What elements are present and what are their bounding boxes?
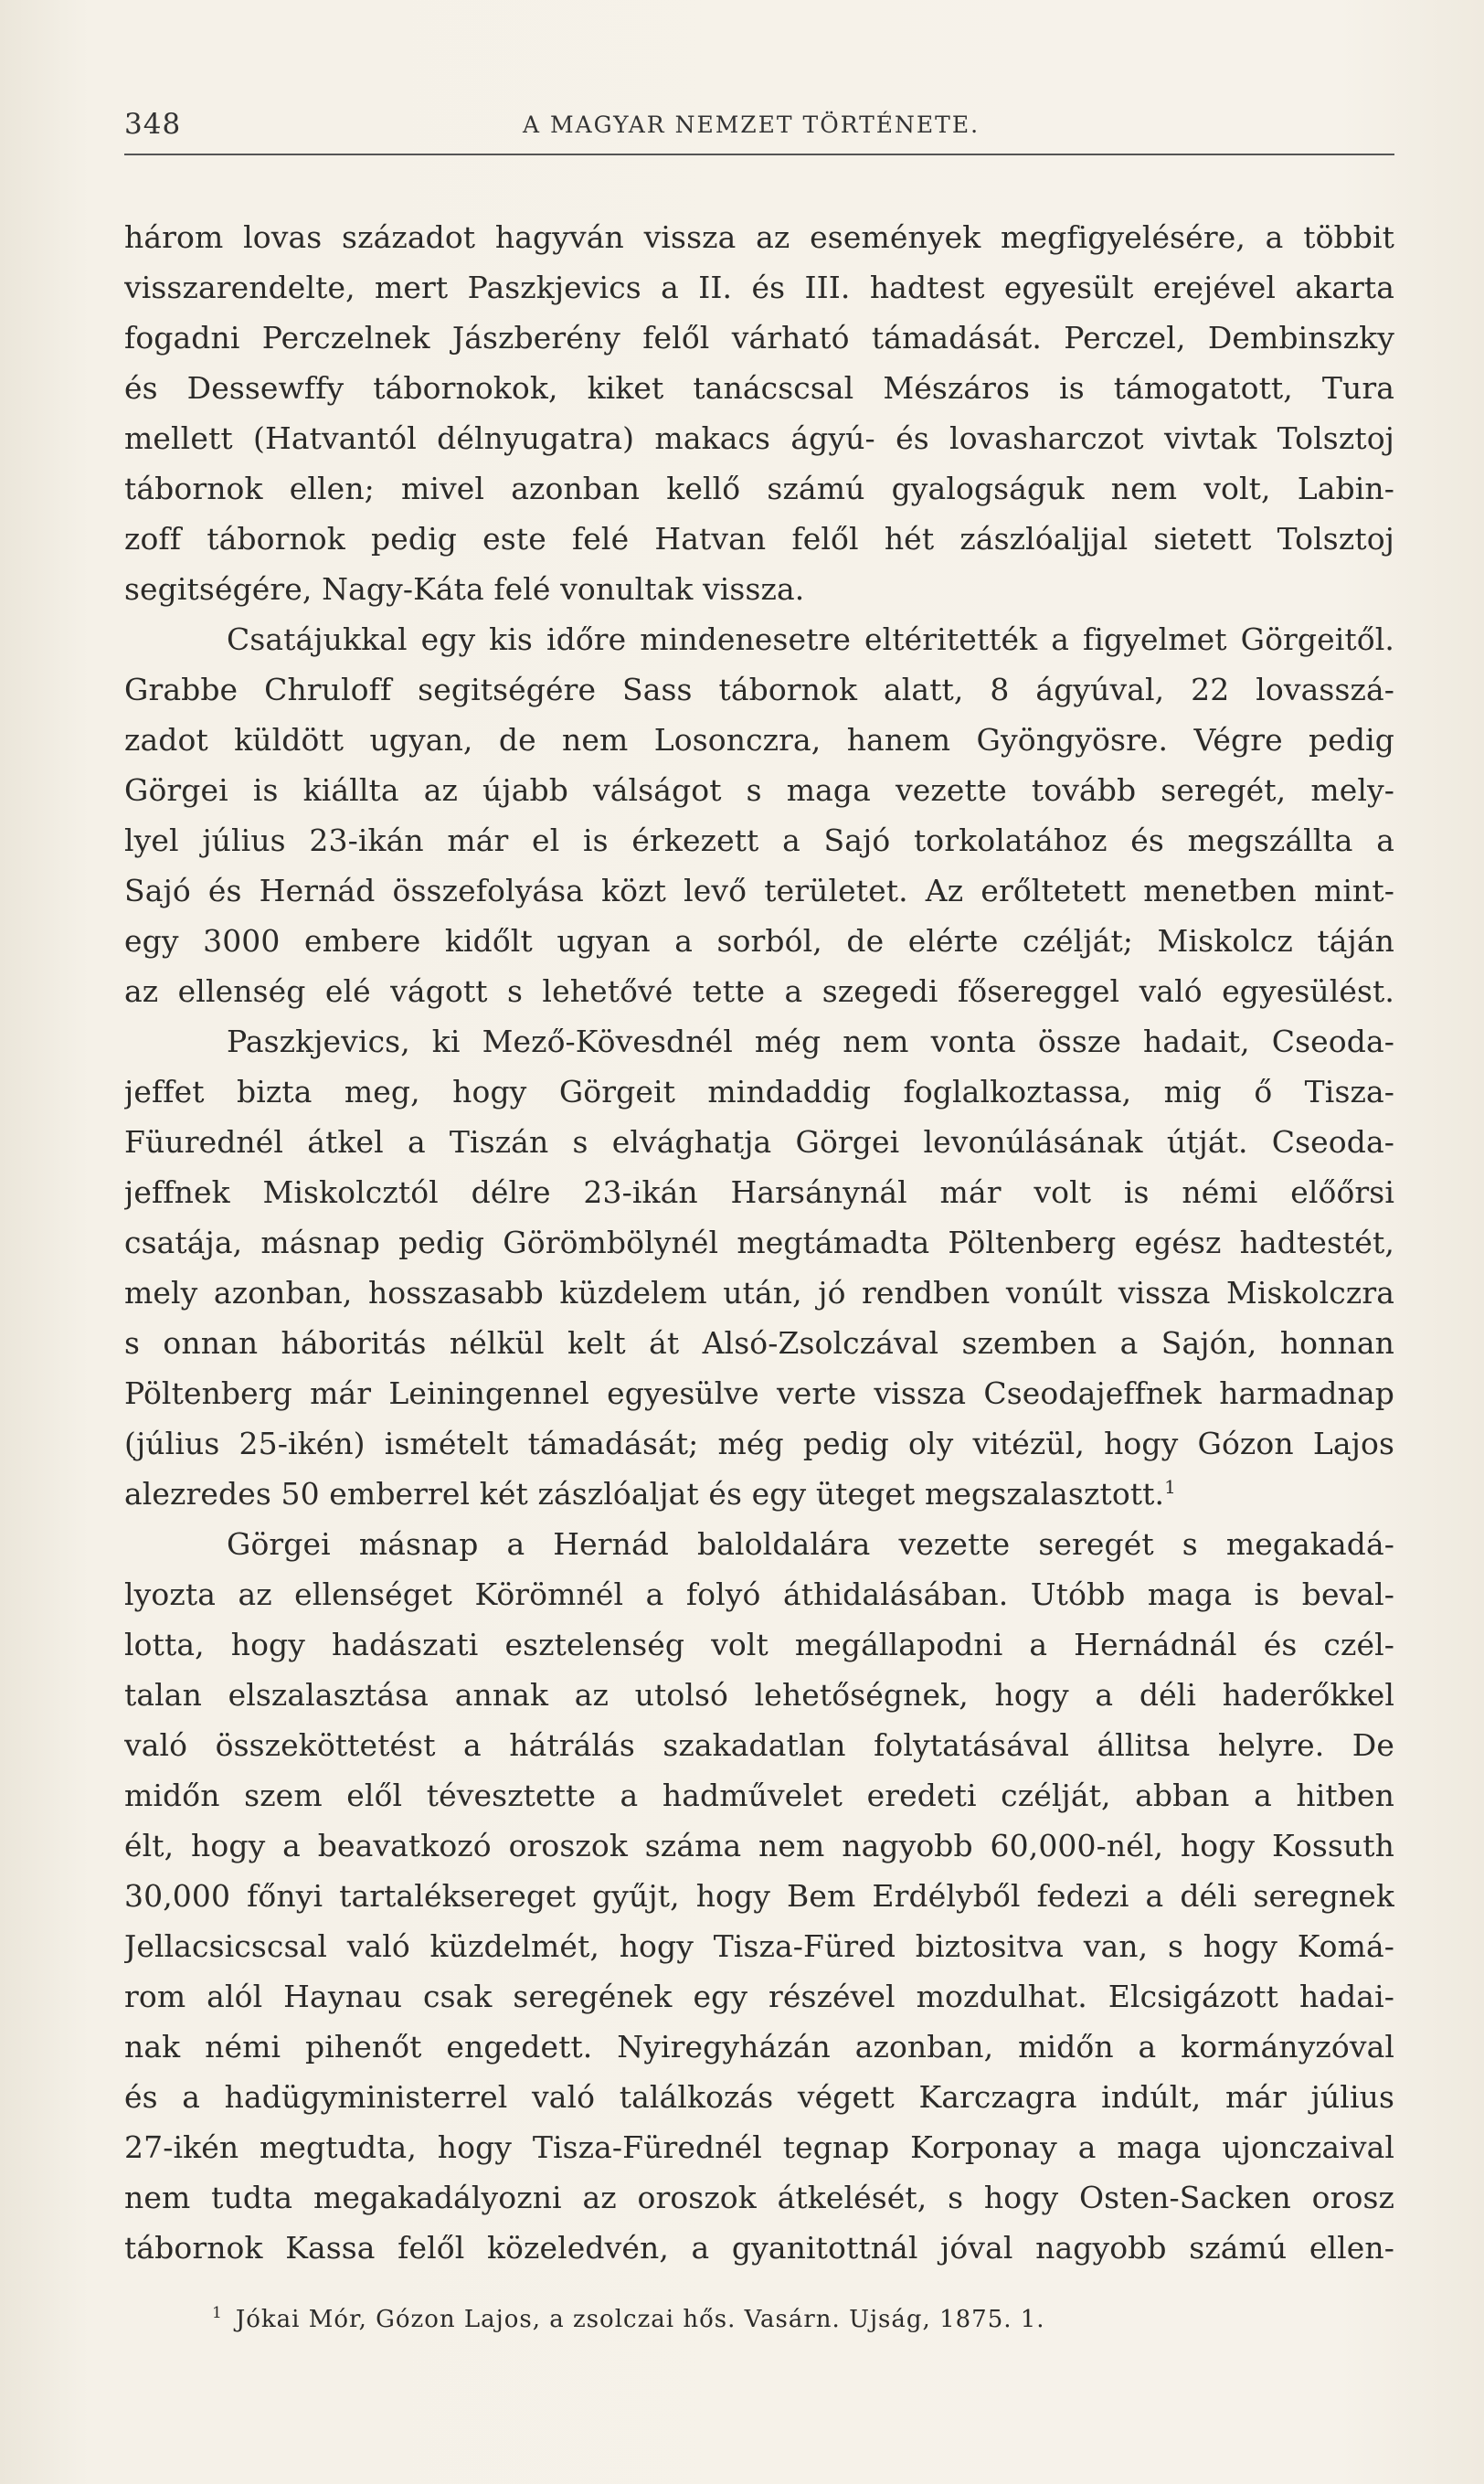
text-line: (július 25-ikén) ismételt támadását; még pedig oly vitézül, hogy Gózon Lajos (124, 1426, 1394, 1461)
text-line: jeffnek Miskolcztól délre 23-ikán Harsánynál már volt is némi előőrsi (124, 1174, 1394, 1210)
paragraph-start: Görgei másnap a Hernád baloldalára vezette seregét s megakadá- (227, 1526, 1394, 1562)
text-line: és Dessewffy tábornokok, kiket tanácscsal Mészáros is támogatott, Tura (124, 370, 1394, 406)
text-line: Görgei is kiállta az újabb válságot s maga vezette tovább seregét, mely- (124, 772, 1394, 808)
text-line: élt, hogy a beavatkozó oroszok száma nem nagyobb 60,000-nél, hogy Kossuth (124, 1828, 1394, 1863)
text-line: lotta, hogy hadászati esztelenség volt megállapodni a Hernádnál és czél- (124, 1627, 1394, 1662)
text-line: három lovas századot hagyván vissza az események megfigyelésére, a többit (124, 219, 1394, 255)
page-number: 348 (124, 108, 182, 141)
footnote (212, 2301, 1309, 2338)
text-line: lyozta az ellenséget Körömnél a folyó áthidalásában. Utóbb maga is beval- (124, 1576, 1394, 1612)
text-line: és a hadügyministerrel való találkozás végett Karczagra indúlt, már július (124, 2079, 1394, 2115)
footnote-reference[interactable]: 1 (1164, 1476, 1176, 1498)
text-line: mellett (Hatvantól délnyugatra) makacs ágyú- és lovasharczot vivtak Tolsztoj (124, 420, 1394, 456)
text-line (124, 1469, 1394, 1519)
text-line: nak némi pihenőt engedett. Nyiregyházán azonban, midőn a kormányzóval (124, 2029, 1394, 2065)
running-title: A MAGYAR NEMZET TÖRTÉNETE. (523, 111, 980, 138)
footnote-mark: 1 (212, 2304, 223, 2323)
text-line: 30,000 főnyi tartaléksereget gyűjt, hogy Bem Erdélyből fedezi a déli seregnek (124, 1878, 1394, 1914)
text-line: zadot küldött ugyan, de nem Losonczra, hanem Gyöngyösre. Végre pedig (124, 722, 1394, 758)
text-line: tábornok Kassa felől közeledvén, a gyanitottnál jóval nagyobb számú ellen- (124, 2230, 1394, 2266)
text-line: való összeköttetést a hátrálás szakadatlan folytatásával állitsa helyre. De (124, 1727, 1394, 1763)
text-line: s onnan háboritás nélkül kelt át Alsó-Zsolczával szemben a Sajón, honnan (124, 1325, 1394, 1361)
header-rule (124, 154, 1394, 155)
page-header (124, 108, 1385, 144)
text-line: tábornok ellen; mivel azonban kellő számú gyalogságuk nem volt, Labin- (124, 471, 1394, 506)
text-line: az ellenség elé vágott s lehetővé tette a szegedi fősereggel való egyesülést. (124, 973, 1394, 1009)
text-line: Sajó és Hernád összefolyása közt levő területet. Az erőltetett menetben mint- (124, 873, 1394, 908)
text-line: Jellacsicscsal való küzdelmét, hogy Tisza-Füred biztositva van, s hogy Komá- (124, 1928, 1394, 1964)
text-line: 27-ikén megtudta, hogy Tisza-Fürednél tegnap Korponay a maga ujonczaival (124, 2129, 1394, 2165)
text-line: Pöltenberg már Leiningennel egyesülve verte vissza Cseodajeffnek harmadnap (124, 1375, 1394, 1411)
text-line: zoff tábornok pedig este felé Hatvan felől hét zászlóaljjal sietett Tolsztoj (124, 521, 1394, 557)
text-line: egy 3000 embere kidőlt ugyan a sorból, de elérte czélját; Miskolcz táján (124, 923, 1394, 959)
text-line-content: alezredes 50 emberrel két zászlóaljat és egy üteget megszalasztott. (124, 1476, 1165, 1512)
text-line: lyel július 23-ikán már el is érkezett a Sajó torkolatához és megszállta a (124, 823, 1394, 858)
body-text (124, 212, 1394, 2273)
text-line: Füurednél átkel a Tiszán s elvághatja Görgei levonúlásának útját. Cseoda- (124, 1124, 1394, 1160)
text-line: nem tudta megakadályozni az oroszok átkelését, s hogy Osten-Sacken orosz (124, 2180, 1394, 2215)
text-line: csatája, másnap pedig Görömbölynél megtámadta Pöltenberg egész hadtestét, (124, 1225, 1394, 1260)
text-line: talan elszalasztása annak az utolsó lehetőségnek, hogy a déli haderőkkel (124, 1677, 1394, 1713)
paragraph-start: Csatájukkal egy kis időre mindenesetre eltéritették a figyelmet Görgeitől. (227, 621, 1394, 657)
text-line: visszarendelte, mert Paszkjevics a II. és III. hadtest egyesült erejével akarta (124, 270, 1394, 305)
text-line: fogadni Perczelnek Jászberény felől várható támadását. Perczel, Dembinszky (124, 320, 1394, 356)
text-line: midőn szem elől tévesztette a hadművelet eredeti czélját, abban a hitben (124, 1778, 1394, 1813)
text-line: mely azonban, hosszasabb küzdelem után, jó rendben vonúlt vissza Miskolczra (124, 1275, 1394, 1311)
footnote-text: Jókai Mór, Gózon Lajos, a zsolczai hős. Vasárn. Ujság, 1875. 1. (235, 2306, 1045, 2333)
text-line: jeffet bizta meg, hogy Görgeit mindaddig foglalkoztassa, mig ő Tisza- (124, 1074, 1394, 1109)
text-line: segitségére, Nagy-Káta felé vonultak vissza. (124, 571, 805, 607)
paragraph-start: Paszkjevics, ki Mező-Kövesdnél még nem vonta össze hadait, Cseoda- (227, 1024, 1394, 1059)
text-line: rom alól Haynau csak seregének egy részével mozdulhat. Elcsigázott hadai- (124, 1979, 1394, 2014)
text-line: Grabbe Chruloff segitségére Sass tábornok alatt, 8 ágyúval, 22 lovasszá- (124, 672, 1394, 707)
